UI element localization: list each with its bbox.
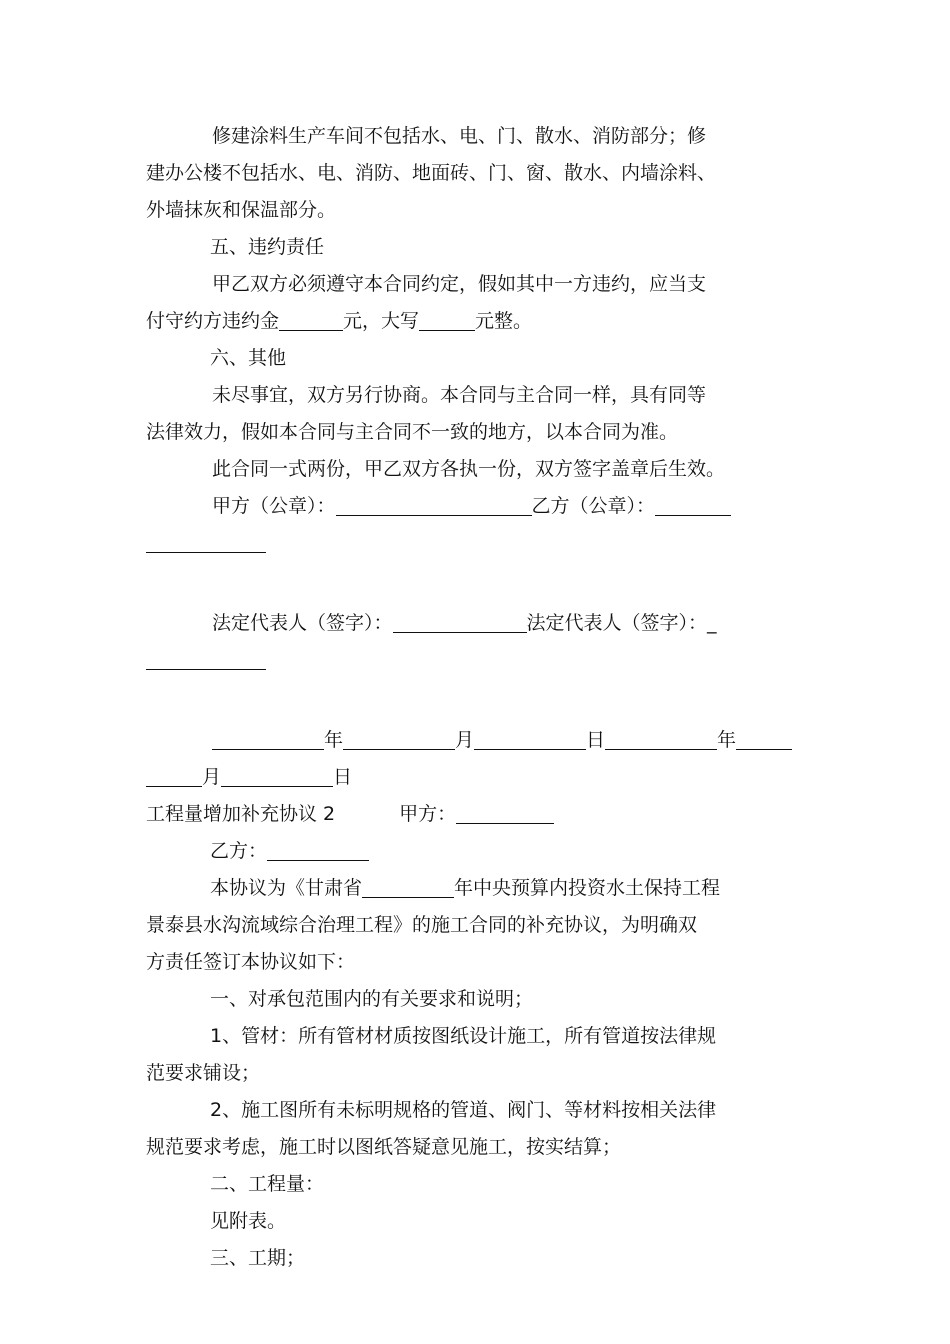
month-a-label: 月	[455, 729, 475, 751]
party-a-seal-label: 甲方（公章）：	[212, 495, 336, 517]
intro-text-a: 本协议为《甘肃省	[210, 877, 363, 899]
document-page	[146, 118, 810, 1277]
penalty-text-b: 元，大写	[343, 310, 420, 332]
paragraph-line: 景泰县水沟流域综合治理工程》的施工合同的补充协议，为明确双	[146, 914, 698, 936]
year-a-blank	[212, 727, 324, 750]
party-b-seal-blank	[655, 493, 731, 516]
section-heading: 二、工程量：	[210, 1173, 325, 1195]
year-b-label: 年	[717, 729, 737, 751]
party-seal-line	[146, 488, 810, 525]
month-b-blank-cont	[146, 764, 202, 787]
day-a-label: 日	[586, 729, 606, 751]
paragraph-line: 此合同一式两份，甲乙双方各执一份，双方签字盖章后生效。	[212, 458, 726, 480]
paragraph-line: 外墙抹灰和保温部分。	[146, 199, 337, 221]
date-line-cont	[146, 759, 810, 796]
paragraph-line	[146, 303, 810, 340]
agreement-party-b-label: 乙方：	[210, 840, 268, 862]
agreement-party-a-blank	[456, 801, 554, 824]
agreement-title: 工程量增加补充协议 2	[146, 803, 336, 825]
day-b-blank	[221, 764, 333, 787]
rep-a-blank	[393, 610, 527, 633]
paragraph-line: 见附表。	[210, 1210, 287, 1232]
month-b-label: 月	[202, 766, 222, 788]
paragraph-line: 1、管材：所有管材材质按图纸设计施工，所有管道按法律规	[210, 1025, 717, 1047]
paragraph-line: 甲乙双方必须遵守本合同约定，假如其中一方违约，应当支	[212, 273, 707, 295]
paragraph-line	[146, 870, 810, 907]
rep-b-blank	[146, 647, 266, 670]
year-b-blank	[605, 727, 717, 750]
date-line	[146, 722, 810, 759]
paragraph-line: 2、施工图所有未标明规格的管道、阀门、等材料按相关法律	[210, 1099, 717, 1121]
penalty-amount-blank	[279, 308, 343, 331]
paragraph-line: 未尽事宜，双方另行协商。本合同与主合同一样，具有同等	[212, 384, 707, 406]
paragraph-line: 修建涂料生产车间不包括水、电、门、散水、消防部分；修	[212, 125, 707, 147]
paragraph-line: 建办公楼不包括水、电、消防、地面砖、门、窗、散水、内墙涂料、	[146, 162, 717, 184]
penalty-text-a: 付守约方违约金	[146, 310, 280, 332]
party-b-seal-blank-cont	[146, 530, 266, 553]
party-seal-line-cont	[146, 525, 810, 562]
agreement-party-b-line	[146, 833, 810, 870]
month-b-blank	[736, 727, 792, 750]
representative-line-cont	[146, 642, 810, 679]
rep-b-label: 法定代表人（签字）：_	[526, 612, 717, 634]
paragraph-line: 规范要求考虑，施工时以图纸答疑意见施工，按实结算；	[146, 1136, 622, 1158]
day-b-label: 日	[333, 766, 353, 788]
penalty-words-blank	[419, 308, 475, 331]
intro-year-blank	[362, 875, 454, 898]
paragraph-line: 方责任签订本协议如下：	[146, 951, 356, 973]
agreement-party-b-blank	[267, 838, 369, 861]
intro-text-b: 年中央预算内投资水土保持工程	[454, 877, 721, 899]
paragraph-line: 法律效力，假如本合同与主合同不一致的地方，以本合同为准。	[146, 421, 679, 443]
day-a-blank	[474, 727, 586, 750]
agreement-title-line	[146, 796, 810, 833]
party-b-seal-label: 乙方（公章）：	[531, 495, 656, 517]
section-heading: 一、对承包范围内的有关要求和说明；	[210, 988, 534, 1010]
section-heading: 五、违约责任	[210, 236, 325, 258]
section-heading: 三、工期；	[210, 1247, 306, 1269]
representative-line	[146, 605, 810, 642]
agreement-party-a-label: 甲方：	[399, 803, 457, 825]
party-a-seal-blank	[336, 493, 532, 516]
month-a-blank	[343, 727, 455, 750]
penalty-text-c: 元整。	[475, 310, 533, 332]
spacer	[146, 679, 810, 722]
spacer	[146, 562, 810, 605]
paragraph-line: 范要求铺设；	[146, 1062, 261, 1084]
section-heading: 六、其他	[210, 347, 287, 369]
rep-a-label: 法定代表人（签字）：	[212, 612, 393, 634]
year-a-label: 年	[324, 729, 344, 751]
